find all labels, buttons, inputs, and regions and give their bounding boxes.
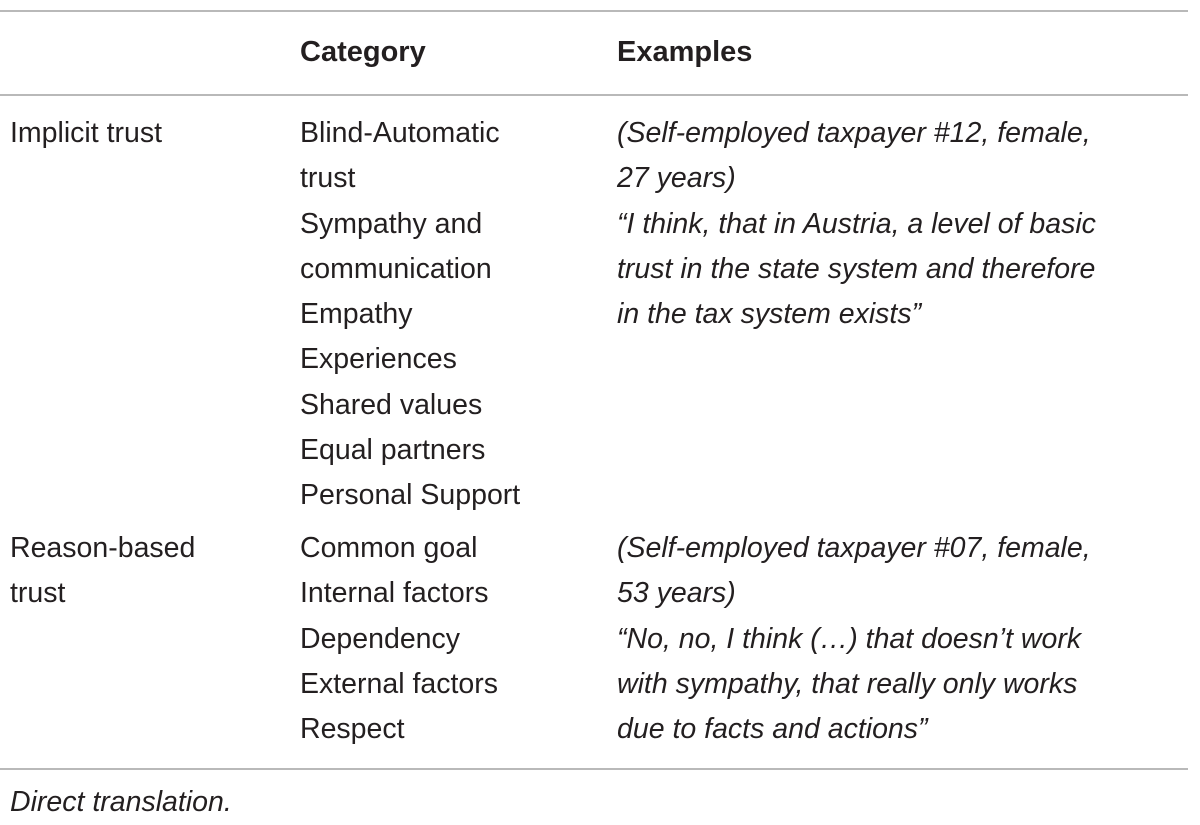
- category-item: communication: [300, 252, 492, 285]
- category-item: Common goal: [300, 532, 478, 564]
- category-item: Equal partners: [300, 434, 486, 467]
- category-item: Respect: [300, 713, 405, 746]
- category-item: Blind-Automatic: [300, 117, 500, 149]
- example-line: 53 years): [617, 577, 736, 610]
- table-bottom-rule: [0, 768, 1188, 770]
- row-1-type-label: Implicit trust: [10, 117, 163, 149]
- row-2-type: [10, 526, 195, 617]
- header-examples: Examples: [617, 36, 753, 68]
- category-item: Experiences: [300, 343, 457, 376]
- row-2-type-line: Reason-based: [10, 532, 196, 564]
- table-footnote: Direct translation.: [10, 786, 232, 818]
- category-item: Empathy: [300, 298, 413, 331]
- category-item: Dependency: [300, 622, 461, 655]
- category-item: Personal Support: [300, 479, 521, 512]
- example-line: 27 years): [617, 162, 736, 195]
- row-1-type: [10, 111, 162, 156]
- example-line: with sympathy, that really only works: [617, 667, 1078, 700]
- example-line: (Self-employed taxpayer #07, female,: [617, 532, 1091, 564]
- header-rule: [0, 94, 1188, 96]
- table-top-rule: [0, 10, 1188, 12]
- example-line: in the tax system exists”: [617, 298, 922, 331]
- category-item: Sympathy and: [300, 207, 483, 240]
- category-item: trust: [300, 162, 356, 195]
- category-item: External factors: [300, 667, 498, 700]
- example-line: (Self-employed taxpayer #12, female,: [617, 117, 1091, 149]
- example-line: trust in the state system and therefore: [617, 252, 1096, 285]
- row-2-example: [617, 526, 1091, 752]
- example-line: “No, no, I think (…) that doesn’t work: [617, 622, 1082, 655]
- row-1-example: [617, 111, 1096, 337]
- example-line: due to facts and actions”: [617, 713, 928, 746]
- category-item: Shared values: [300, 388, 483, 421]
- category-item: Internal factors: [300, 577, 489, 610]
- header-category: Category: [300, 36, 426, 68]
- row-1-categories: [300, 111, 520, 519]
- example-line: “I think, that in Austria, a level of basic: [617, 207, 1096, 240]
- row-2-categories: [300, 526, 498, 752]
- row-2-type-line: trust: [10, 577, 66, 610]
